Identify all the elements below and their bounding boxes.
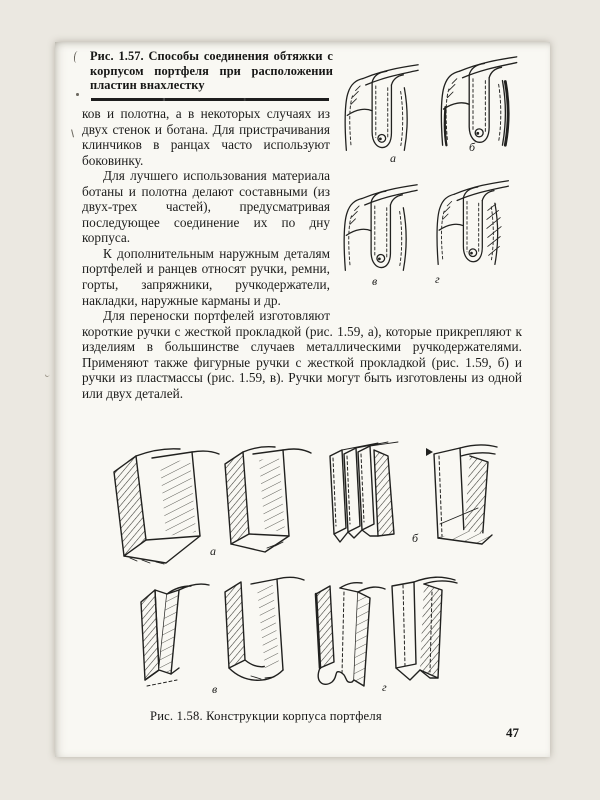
body-paragraph-1: ков и полотна, а в некоторых случаях из двух стенок и ботана. Для пристрачивания клинчиков в ранцах часто используют боковинку.: [82, 106, 330, 168]
figure-158-caption: Рис. 1.58. Конструкции корпуса портфеля: [150, 709, 382, 723]
caption-divider-rule: [91, 98, 329, 101]
figure-label: б: [469, 140, 476, 154]
scan-artifact: [44, 369, 51, 377]
body-sketch-g1: [316, 583, 385, 686]
figure-label: б: [412, 531, 419, 545]
page-number: 47: [506, 725, 519, 740]
figure-label: г: [435, 272, 440, 286]
body-paragraph-2: Для лучшего использования материала ботаны и полотна делают составными (из двух-трех частей), предусматривая последующее соединение их по дну корпуса.: [82, 168, 330, 246]
body-sketch-v2: [225, 577, 304, 680]
figure-label: а: [390, 151, 396, 165]
figure-label: г: [382, 680, 387, 694]
figure-label: в: [212, 682, 218, 696]
body-sketch-b2: [426, 445, 497, 544]
body-sketch-b1: [330, 442, 398, 542]
figure-158-illustration: [83, 434, 528, 702]
book-page: [55, 42, 550, 757]
body-sketch-v1: [141, 584, 209, 686]
body-paragraph-3: К дополнительным наружным деталям портфелей и ранцев относят ручки, ремни, горты, запряжники, ручкодержатели, накладки, наружные карманы и др.: [82, 245, 330, 308]
scan-artifact: [71, 129, 77, 138]
figure-157-caption: Рис. 1.57. Способы соединения обтяжки с корпусом портфеля при расположении пластин внахлестку: [90, 49, 333, 93]
body-text: [82, 106, 522, 401]
body-sketch-a1: [114, 449, 219, 564]
figure-label: в: [372, 274, 378, 288]
body-sketch-g2: [392, 577, 457, 680]
scan-artifact: [73, 51, 79, 64]
body-paragraph-4: Для переноски портфелей изготовляют короткие ручки с жесткой прокладкой (рис. 1.59, а), которые прикрепляют к изделиям в большинстве случаев металлическими ручкодержателями. Применяют также фигурные ручки с жесткой прокладкой (рис. 1.59, б) и ручки из пластмассы (рис. 1.59, в). Ручки могут быть изготовлены из одной или двух деталей.: [82, 308, 522, 401]
scan-artifact: [76, 93, 79, 96]
figure-157-float-spacer: [330, 106, 522, 312]
figure-label: а: [210, 544, 216, 558]
body-sketch-a2: [225, 447, 311, 552]
